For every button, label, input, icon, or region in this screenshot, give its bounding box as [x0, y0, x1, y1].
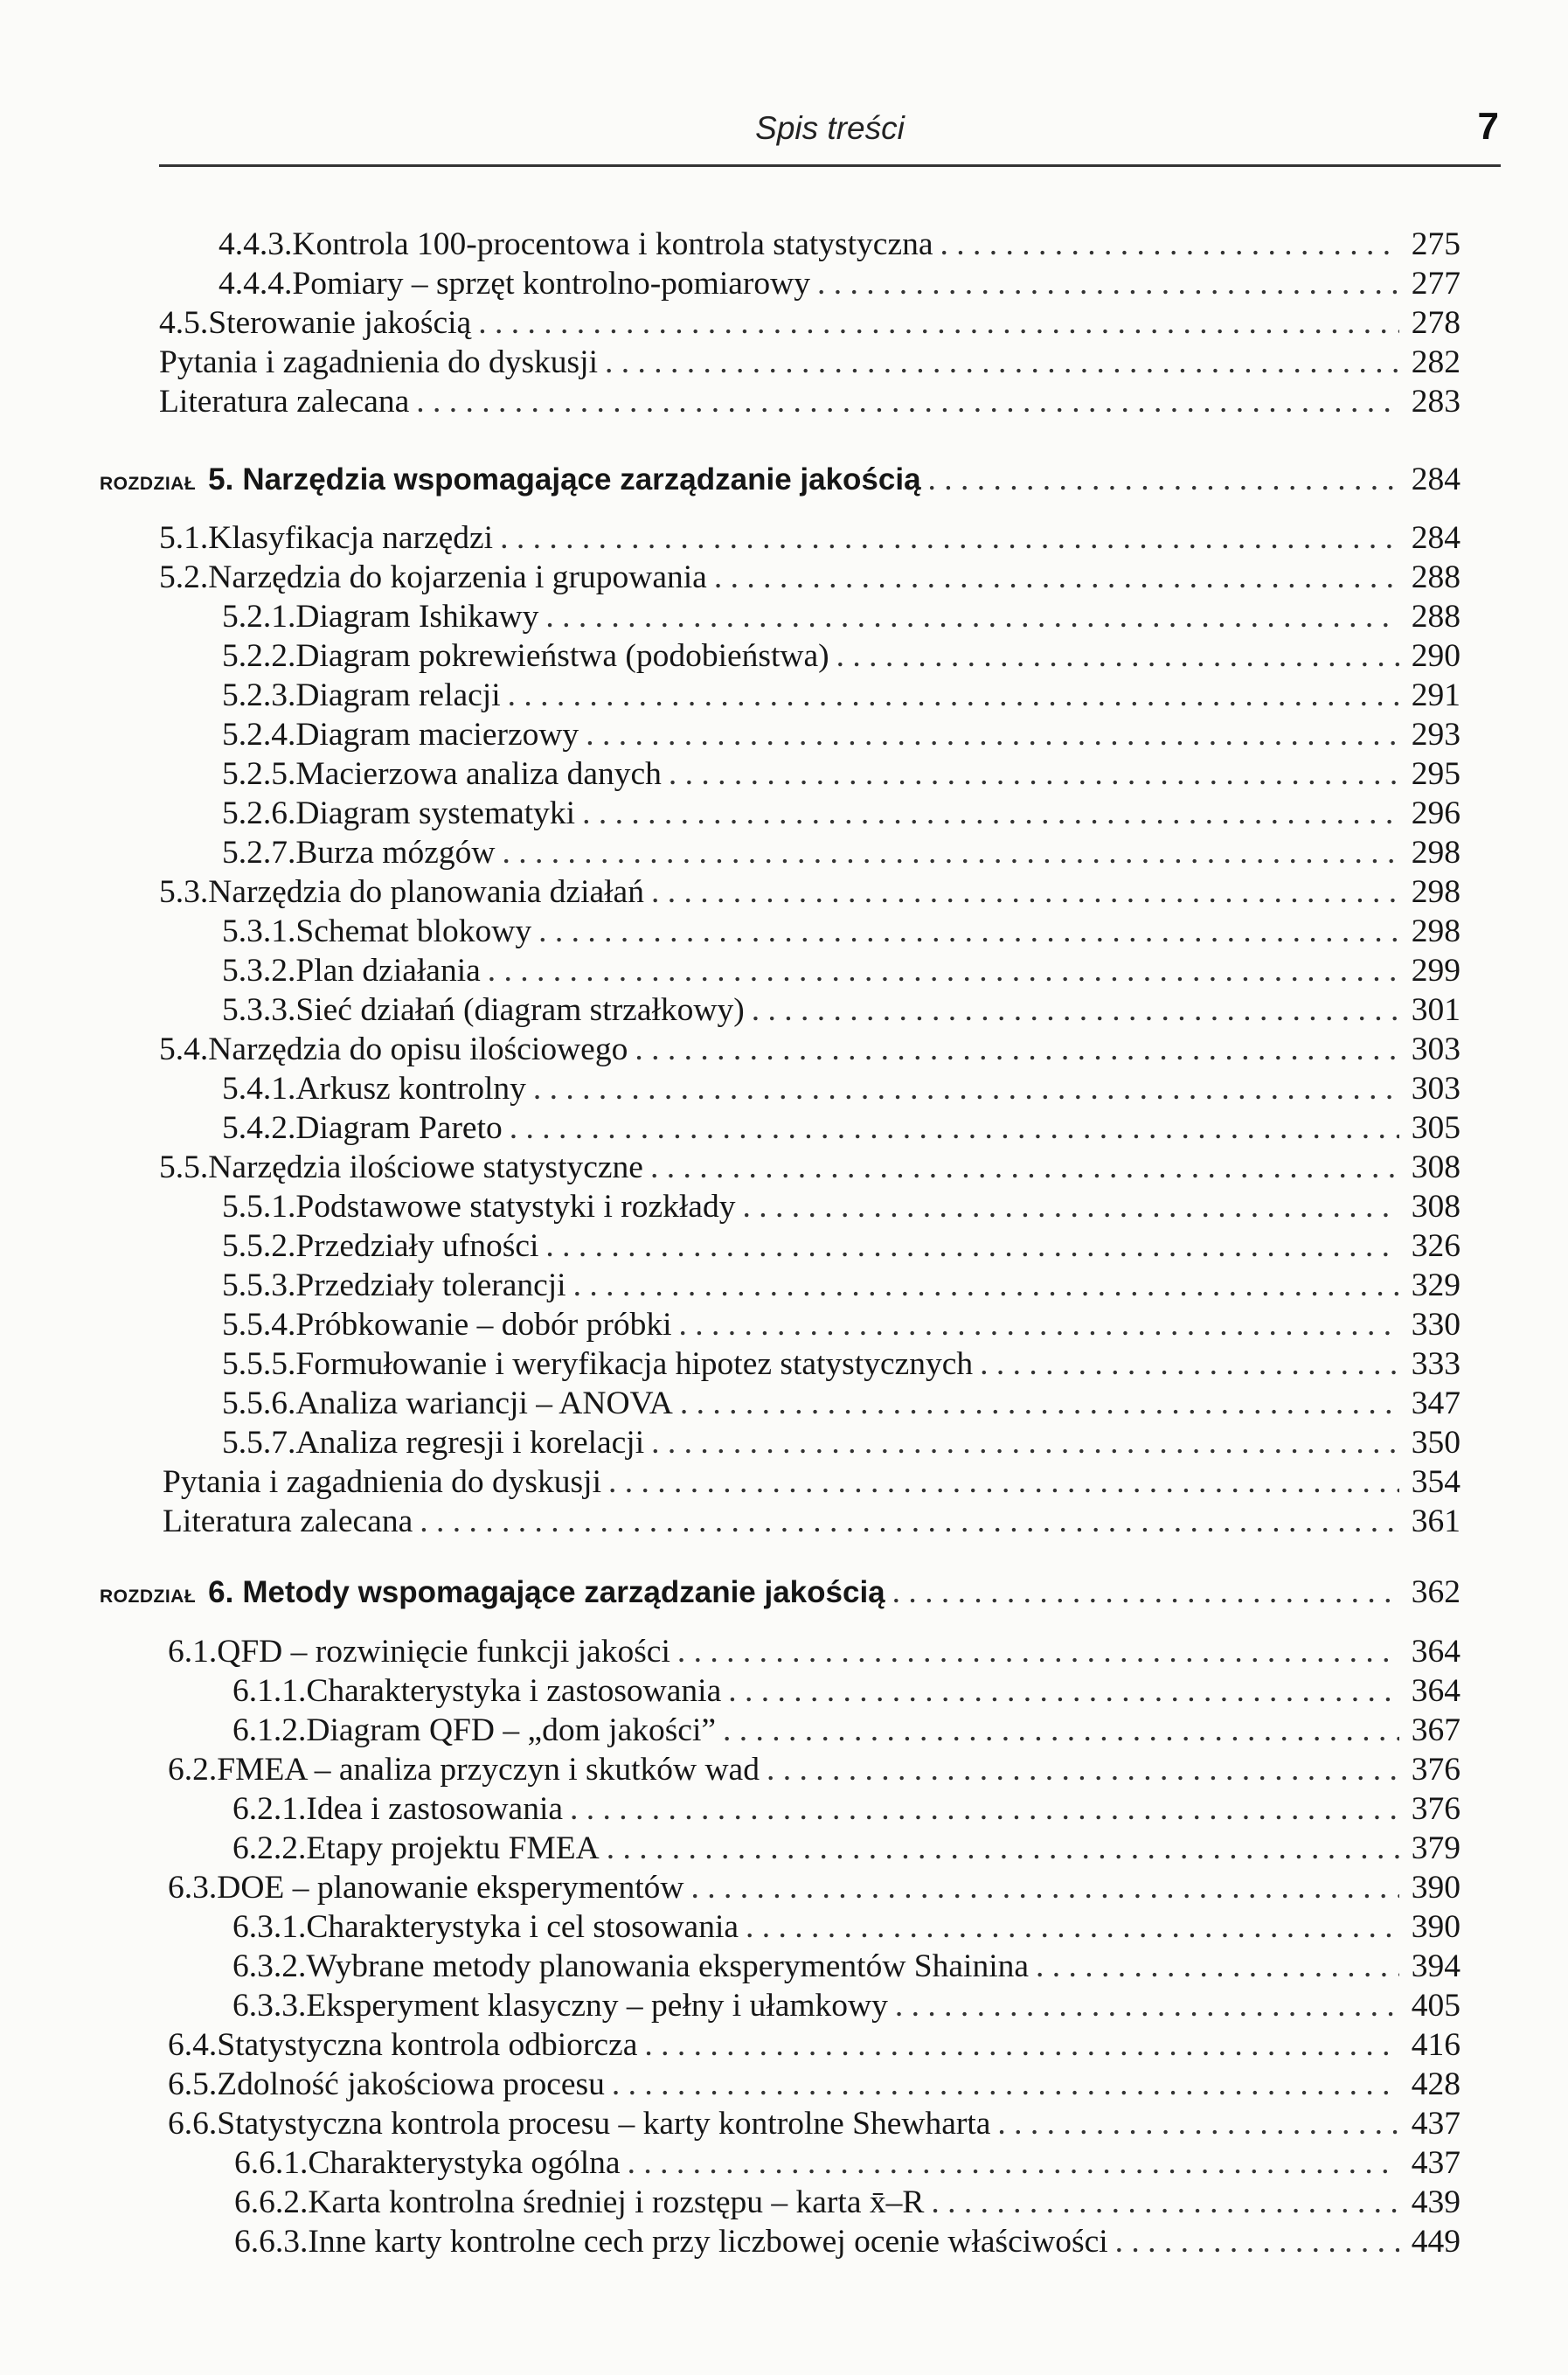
entry-title: Diagram macierzowy [295, 717, 579, 753]
entry-title: Charakterystyka i zastosowania [306, 1673, 722, 1709]
toc-entry[interactable] [222, 755, 1460, 794]
entry-title: Wybrane metody planowania eksperymentów Shainina [306, 1948, 1030, 1984]
entry-title: Pomiary – sprzęt kontrolno-pomiarowy [292, 266, 810, 302]
entry-title: Karta kontrolna średniej i rozstępu – karta x̄–R [308, 2184, 925, 2220]
entry-page: 291 [1411, 677, 1460, 713]
entry-number: 6.3.2. [232, 1948, 307, 1984]
entry-page: 362 [1411, 1574, 1460, 1610]
dot-leader [669, 755, 1399, 794]
dot-leader [677, 1633, 1399, 1671]
page-number: 7 [1477, 105, 1499, 148]
entry-title: Kontrola 100-procentowa i kontrola statystyczna [292, 226, 933, 262]
toc-entry[interactable] [163, 1463, 1460, 1502]
entry-page: 295 [1411, 756, 1460, 792]
entry-page: 364 [1411, 1634, 1460, 1670]
entry-number: 5.2.4. [222, 717, 296, 753]
dot-leader [997, 2105, 1399, 2143]
entry-page: 439 [1411, 2184, 1460, 2220]
entry-number: 4.5. [159, 305, 209, 341]
dot-leader [1036, 1948, 1399, 1986]
dot-leader [478, 304, 1399, 343]
toc-entry[interactable] [163, 1503, 1460, 1541]
toc-entry[interactable] [232, 1908, 1460, 1947]
toc-entry[interactable] [168, 2105, 1460, 2143]
dot-leader [508, 677, 1399, 715]
chapter-label: ROZDZIAŁ [100, 1587, 197, 1607]
dot-leader [628, 2144, 1399, 2183]
dot-leader [728, 1672, 1399, 1711]
entry-number: 6.5. [168, 2066, 218, 2102]
toc-entry[interactable] [222, 795, 1460, 833]
toc-entry[interactable] [159, 344, 1460, 382]
entry-page: 354 [1411, 1464, 1460, 1500]
entry-title: Charakterystyka ogólna [308, 2145, 621, 2181]
entry-title: Statystyczna kontrola odbiorcza [217, 2027, 638, 2063]
entry-page: 405 [1411, 1988, 1460, 2024]
entry-title: Klasyfikacja narzędzi [208, 520, 494, 556]
dot-leader [545, 1227, 1399, 1266]
entry-page: 303 [1411, 1071, 1460, 1107]
toc-entry[interactable] [222, 1188, 1460, 1226]
entry-page: 437 [1411, 2145, 1460, 2181]
entry-title: Przedziały tolerancji [295, 1267, 566, 1303]
entry-number: 5.2.6. [222, 795, 296, 831]
entry-number: 5.5.2. [222, 1228, 296, 1264]
entry-title: Narzędzia do kojarzenia i grupowania [208, 559, 707, 595]
toc-entry[interactable] [159, 519, 1460, 558]
toc-entry[interactable] [222, 1227, 1460, 1266]
toc-entry[interactable] [159, 383, 1460, 421]
dot-leader [940, 226, 1400, 264]
dot-leader [650, 1149, 1399, 1187]
entry-page: 308 [1411, 1189, 1460, 1225]
entry-title: Analiza regresji i korelacji [295, 1425, 645, 1461]
entry-page: 288 [1411, 599, 1460, 635]
entry-number: 5.3. [159, 874, 209, 910]
entry-number: 5.5.3. [222, 1267, 296, 1303]
toc-entry[interactable] [222, 952, 1460, 990]
entry-title: Podstawowe statystyki i rozkłady [295, 1189, 736, 1225]
entry-page: 303 [1411, 1031, 1460, 1067]
entry-title: Diagram QFD – „dom jakości” [306, 1712, 717, 1748]
entry-page: 301 [1411, 992, 1460, 1028]
entry-title: Schemat blokowy [295, 913, 532, 949]
entry-number: 6.2.2. [232, 1830, 307, 1866]
toc-entry[interactable] [234, 2184, 1460, 2222]
toc-entry[interactable] [168, 1633, 1460, 1671]
dot-leader [416, 383, 1399, 421]
entry-number: 5.4.1. [222, 1071, 296, 1107]
entry-title: QFD – rozwinięcie funkcji jakości [217, 1634, 670, 1670]
entry-title: Literatura zalecana [163, 1503, 413, 1539]
toc-entry[interactable] [222, 1070, 1460, 1108]
dot-leader [752, 991, 1399, 1030]
entry-number: 5.2.7. [222, 835, 296, 871]
toc-entry[interactable] [232, 1987, 1460, 2025]
dot-leader [928, 461, 1399, 499]
dot-leader [612, 2066, 1399, 2104]
entry-title: Diagram Ishikawy [295, 599, 539, 635]
entry-title: Narzędzia do opisu ilościowego [208, 1031, 628, 1067]
entry-number: 5.5.6. [222, 1385, 296, 1421]
entry-title: Narzędzia do planowania działań [208, 874, 644, 910]
dot-leader [607, 1830, 1399, 1868]
entry-page: 347 [1411, 1385, 1460, 1421]
entry-number: 5.2.3. [222, 677, 296, 713]
chapter-number: 5. [208, 462, 234, 497]
entry-page: 333 [1411, 1346, 1460, 1382]
toc-chapter-6[interactable] [100, 1573, 1460, 1616]
dot-leader [767, 1751, 1399, 1789]
entry-page: 290 [1411, 638, 1460, 674]
toc-entry[interactable] [222, 637, 1460, 676]
toc-entry[interactable] [222, 1424, 1460, 1462]
entry-page: 428 [1411, 2066, 1460, 2102]
toc-entry[interactable] [159, 1031, 1460, 1069]
entry-page: 350 [1411, 1425, 1460, 1461]
entry-title: Pytania i zagadnienia do dyskusji [159, 344, 598, 380]
entry-page: 390 [1411, 1909, 1460, 1945]
entry-title: Diagram Pareto [295, 1110, 503, 1146]
entry-number: 6.2. [168, 1752, 218, 1788]
toc-entry[interactable] [232, 1948, 1460, 1986]
chapter-label: ROZDZIAŁ [100, 474, 197, 494]
entry-title: Idea i zastosowania [306, 1791, 564, 1827]
entry-number: 6.6.3. [234, 2224, 309, 2260]
toc-entry[interactable] [232, 1712, 1460, 1750]
entry-title: Charakterystyka i cel stosowania [306, 1909, 739, 1945]
toc-entry[interactable] [222, 991, 1460, 1030]
entry-title: Burza mózgów [295, 835, 496, 871]
toc-entry[interactable] [222, 834, 1460, 872]
dot-leader [605, 344, 1399, 382]
entry-number: 5.5.7. [222, 1425, 296, 1461]
toc-entry[interactable] [222, 1109, 1460, 1148]
entry-title: Analiza wariancji – ANOVA [295, 1385, 673, 1421]
dot-leader [836, 637, 1399, 676]
entry-page: 284 [1411, 520, 1460, 556]
dot-leader [892, 1573, 1399, 1612]
toc-entry[interactable] [222, 913, 1460, 951]
chapter-title: Metody wspomagające zarządzanie jakością [242, 1575, 885, 1609]
entry-number: 5.1. [159, 520, 209, 556]
entry-page: 298 [1411, 874, 1460, 910]
entry-title: Formułowanie i weryfikacja hipotez statystycznych [295, 1346, 974, 1382]
toc-entry[interactable] [232, 1830, 1460, 1868]
toc-entry[interactable] [222, 1385, 1460, 1423]
entry-number: 6.6. [168, 2106, 218, 2142]
entry-number: 4.4.3. [219, 226, 293, 262]
entry-title: Arkusz kontrolny [295, 1071, 526, 1107]
entry-number: 6.6.1. [234, 2145, 309, 2181]
dot-leader [545, 598, 1399, 636]
entry-number: 5.4. [159, 1031, 209, 1067]
dot-leader [644, 2026, 1399, 2065]
entry-title: Literatura zalecana [159, 384, 410, 420]
toc-entry[interactable] [159, 1149, 1460, 1187]
entry-number: 6.6.2. [234, 2184, 309, 2220]
dot-leader [980, 1345, 1399, 1384]
entry-title: Diagram pokrewieństwa (podobieństwa) [295, 638, 829, 674]
entry-title: Inne karty kontrolne cech przy liczbowej ocenie właściwości [308, 2224, 1108, 2260]
entry-title: Macierzowa analiza danych [295, 756, 662, 792]
toc-entry[interactable] [222, 716, 1460, 754]
toc-entry[interactable] [222, 1267, 1460, 1305]
entry-title: Narzędzia ilościowe statystyczne [208, 1149, 643, 1185]
entry-title: Sieć działań (diagram strzałkowy) [295, 992, 745, 1028]
entry-number: 6.1. [168, 1634, 218, 1670]
entry-page: 298 [1411, 913, 1460, 949]
dot-leader [502, 834, 1399, 872]
entry-title: DOE – planowanie eksperymentów [217, 1870, 684, 1906]
entry-number: 5.5.5. [222, 1346, 296, 1382]
dot-leader [635, 1031, 1399, 1069]
dot-leader [533, 1070, 1399, 1108]
dot-leader [488, 952, 1399, 990]
running-title: Spis treści [755, 110, 905, 146]
entry-number: 5.3.1. [222, 913, 296, 949]
toc-entry[interactable] [222, 1345, 1460, 1384]
entry-page: 449 [1411, 2224, 1460, 2260]
entry-number: 6.4. [168, 2027, 218, 2063]
toc-entry[interactable] [232, 1790, 1460, 1829]
toc-entry[interactable] [234, 2223, 1460, 2261]
entry-page: 275 [1411, 226, 1460, 262]
toc-entry[interactable] [232, 1672, 1460, 1711]
entry-page: 361 [1411, 1503, 1460, 1539]
dot-leader [651, 1424, 1399, 1462]
entry-number: 6.1.1. [232, 1673, 307, 1709]
entry-number: 5.5.1. [222, 1189, 296, 1225]
entry-number: 5.2.1. [222, 599, 296, 635]
entry-page: 437 [1411, 2106, 1460, 2142]
entry-page: 296 [1411, 795, 1460, 831]
toc-chapter-5[interactable] [100, 461, 1460, 503]
entry-number: 4.4.4. [219, 266, 293, 302]
dot-leader [582, 795, 1399, 833]
dot-leader [573, 1267, 1399, 1305]
dot-leader [510, 1109, 1399, 1148]
entry-number: 5.4.2. [222, 1110, 296, 1146]
dot-leader [538, 913, 1399, 951]
entry-title: Etapy projektu FMEA [306, 1830, 600, 1866]
entry-title: Eksperyment klasyczny – pełny i ułamkowy [306, 1988, 888, 2024]
toc-entry[interactable] [159, 873, 1460, 912]
entry-page: 416 [1411, 2027, 1460, 2063]
toc-entry[interactable] [159, 559, 1460, 597]
entry-title: Zdolność jakościowa procesu [217, 2066, 605, 2102]
toc-entry[interactable] [168, 2026, 1460, 2065]
entry-number: 5.3.3. [222, 992, 296, 1028]
entry-number: 6.1.2. [232, 1712, 307, 1748]
toc-entry[interactable] [159, 304, 1460, 343]
dot-leader [817, 265, 1399, 303]
toc-entry[interactable] [234, 2144, 1460, 2183]
entry-title: Statystyczna kontrola procesu – karty kontrolne Shewharta [217, 2106, 991, 2142]
toc-entry[interactable] [219, 226, 1460, 264]
entry-page: 293 [1411, 717, 1460, 753]
entry-number: 6.3. [168, 1870, 218, 1906]
entry-page: 283 [1411, 384, 1460, 420]
entry-page: 326 [1411, 1228, 1460, 1264]
entry-title: Próbkowanie – dobór próbki [295, 1307, 672, 1343]
entry-page: 329 [1411, 1267, 1460, 1303]
entry-title: FMEA – analiza przyczyn i skutków wad [217, 1752, 760, 1788]
entry-number: 5.2.2. [222, 638, 296, 674]
dot-leader [570, 1790, 1399, 1829]
entry-page: 308 [1411, 1149, 1460, 1185]
entry-number: 6.3.3. [232, 1988, 307, 2024]
entry-page: 376 [1411, 1791, 1460, 1827]
entry-title: Plan działania [295, 953, 481, 989]
chapter-number: 6. [208, 1575, 234, 1609]
dot-leader [1115, 2223, 1399, 2261]
chapter-title: Narzędzia wspomagające zarządzanie jakością [242, 462, 921, 497]
toc-entry[interactable] [168, 2066, 1460, 2104]
entry-page: 364 [1411, 1673, 1460, 1709]
toc-entry[interactable] [168, 1751, 1460, 1789]
entry-page: 284 [1411, 462, 1460, 497]
dot-leader [608, 1463, 1399, 1502]
toc-entry[interactable] [222, 677, 1460, 715]
dot-leader [714, 559, 1399, 597]
dot-leader [679, 1306, 1399, 1344]
entry-number: 5.5. [159, 1149, 209, 1185]
entry-title: Sterowanie jakością [208, 305, 472, 341]
entry-page: 379 [1411, 1830, 1460, 1866]
entry-page: 299 [1411, 953, 1460, 989]
dot-leader [931, 2184, 1399, 2222]
entry-page: 376 [1411, 1752, 1460, 1788]
entry-number: 5.2. [159, 559, 209, 595]
page-header [159, 103, 1501, 167]
dot-leader [651, 873, 1399, 912]
dot-leader [895, 1987, 1399, 2025]
entry-page: 390 [1411, 1870, 1460, 1906]
dot-leader [680, 1385, 1399, 1423]
entry-page: 394 [1411, 1948, 1460, 1984]
entry-page: 282 [1411, 344, 1460, 380]
entry-page: 367 [1411, 1712, 1460, 1748]
entry-number: 6.2.1. [232, 1791, 307, 1827]
dot-leader [586, 716, 1399, 754]
entry-title: Diagram systematyki [295, 795, 576, 831]
entry-page: 288 [1411, 559, 1460, 595]
entry-title: Przedziały ufności [295, 1228, 539, 1264]
entry-title: Pytania i zagadnienia do dyskusji [163, 1464, 601, 1500]
dot-leader [420, 1503, 1399, 1541]
toc-entry[interactable] [168, 1869, 1460, 1907]
dot-leader [500, 519, 1399, 558]
entry-title: Diagram relacji [295, 677, 501, 713]
dot-leader [746, 1908, 1399, 1947]
entry-page: 277 [1411, 266, 1460, 302]
toc-entry[interactable] [219, 265, 1460, 303]
entry-number: 5.5.4. [222, 1307, 296, 1343]
toc-entry[interactable] [222, 1306, 1460, 1344]
entry-page: 330 [1411, 1307, 1460, 1343]
dot-leader [742, 1188, 1399, 1226]
entry-page: 278 [1411, 305, 1460, 341]
entry-number: 6.3.1. [232, 1909, 307, 1945]
dot-leader [723, 1712, 1399, 1750]
entry-number: 5.2.5. [222, 756, 296, 792]
toc-entry[interactable] [222, 598, 1460, 636]
entry-number: 5.3.2. [222, 953, 296, 989]
entry-page: 305 [1411, 1110, 1460, 1146]
dot-leader [690, 1869, 1399, 1907]
entry-page: 298 [1411, 835, 1460, 871]
